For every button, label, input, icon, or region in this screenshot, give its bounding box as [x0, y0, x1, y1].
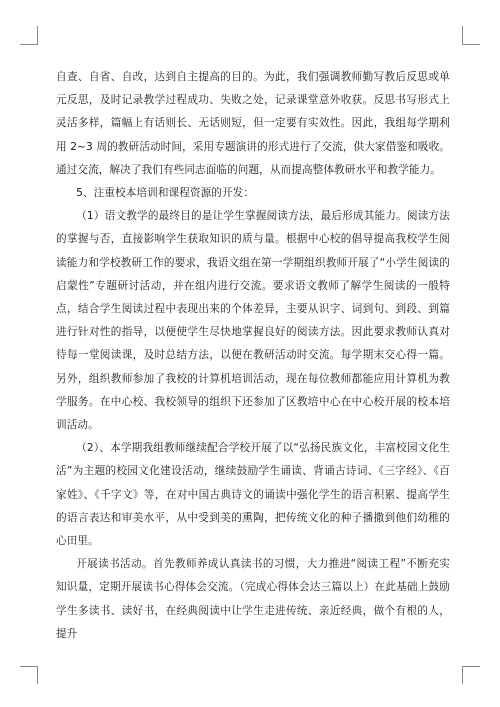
crop-mark-bottom-right-horizontal	[462, 666, 480, 667]
paragraph-reflection: 自查、自省、自改，达到自主提高的目的。为此，我们强调教师勤写教后反思或单元反思，及时记录教学过程成功、失败之处，记录课堂意外收获。反思书写形式上灵活多样，篇幅上有话则长、无话则短，但一定要有实效性。因此，我组每学期利用 2~3 周的教研活动时间，采用专题演讲的形式进行了交流，供大家借鉴和吸收。通过交流，解决了我们有些同志面临的问题，从而提高整体教研水平和教学能力。	[56, 71, 450, 176]
crop-mark-top-left-vertical	[37, 26, 38, 44]
crop-mark-bottom-left-horizontal	[20, 666, 38, 667]
crop-mark-bottom-left-vertical	[37, 666, 38, 684]
paragraph-reading-method: （1）语文教学的最终目的是让学生掌握阅读方法，最后形成其能力。阅读方法的掌握与否，直接影响学生获取知识的质与量。根据中心校的倡导提高我校学生阅读能力和学校教研工作的要求，我语文组在第一学期组织教师开展了“小学生阅读的启蒙性”专题研讨活动，并在组内进行交流。要求语文教师了解学生阅读的一般特点，结合学生阅读过程中表现出来的个体差异，主要从识字、词到句、到段、到篇进行针对性的指导，以便使学生尽快地掌握良好的阅读方法。因此要求教师认真对待每一堂阅读课，及时总结方法，以便在教研活动时交流。每学期末交心得一篇。另外，组织教师参加了我校的计算机培训活动，现在每位教师都能应用计算机为教学服务。在中心校、我校领导的组织下还参加了区教培中心在中心校开展的校本培训活动。	[56, 210, 450, 432]
crop-mark-top-right-vertical	[462, 26, 463, 44]
section-heading-5: 5、注重校本培训和课程资源的开发：	[76, 187, 255, 200]
crop-mark-bottom-right-vertical	[462, 666, 463, 684]
crop-mark-top-right-horizontal	[462, 44, 480, 45]
paragraph-reading-activity: 开展读书活动。首先教师养成认真读书的习惯，大力推进“阅读工程”不断充实知识量，定期开展读书心得体会交流。（完成心得体会达三篇以上）在此基础上鼓励学生多读书、读好书，在经典阅读中让学生走进传统、亲近经典，做个有根的人，提升	[56, 558, 450, 640]
crop-mark-top-left-horizontal	[20, 44, 38, 45]
paragraph-campus-culture: （2）、本学期我组教师继续配合学校开展了以“弘扬民族文化，丰富校园文化生活”为主题的校园文化建设活动，继续鼓励学生诵读、背诵古诗词、《三字经》、《百家姓》、《千字文》等，在对中国古典诗文的诵读中强化学生的语言积累、提高学生的语言表达和审美水平，从中受到美的熏陶，把传统文化的种子播撒到他们幼稚的心田里。	[56, 442, 450, 548]
document-body	[56, 66, 450, 646]
